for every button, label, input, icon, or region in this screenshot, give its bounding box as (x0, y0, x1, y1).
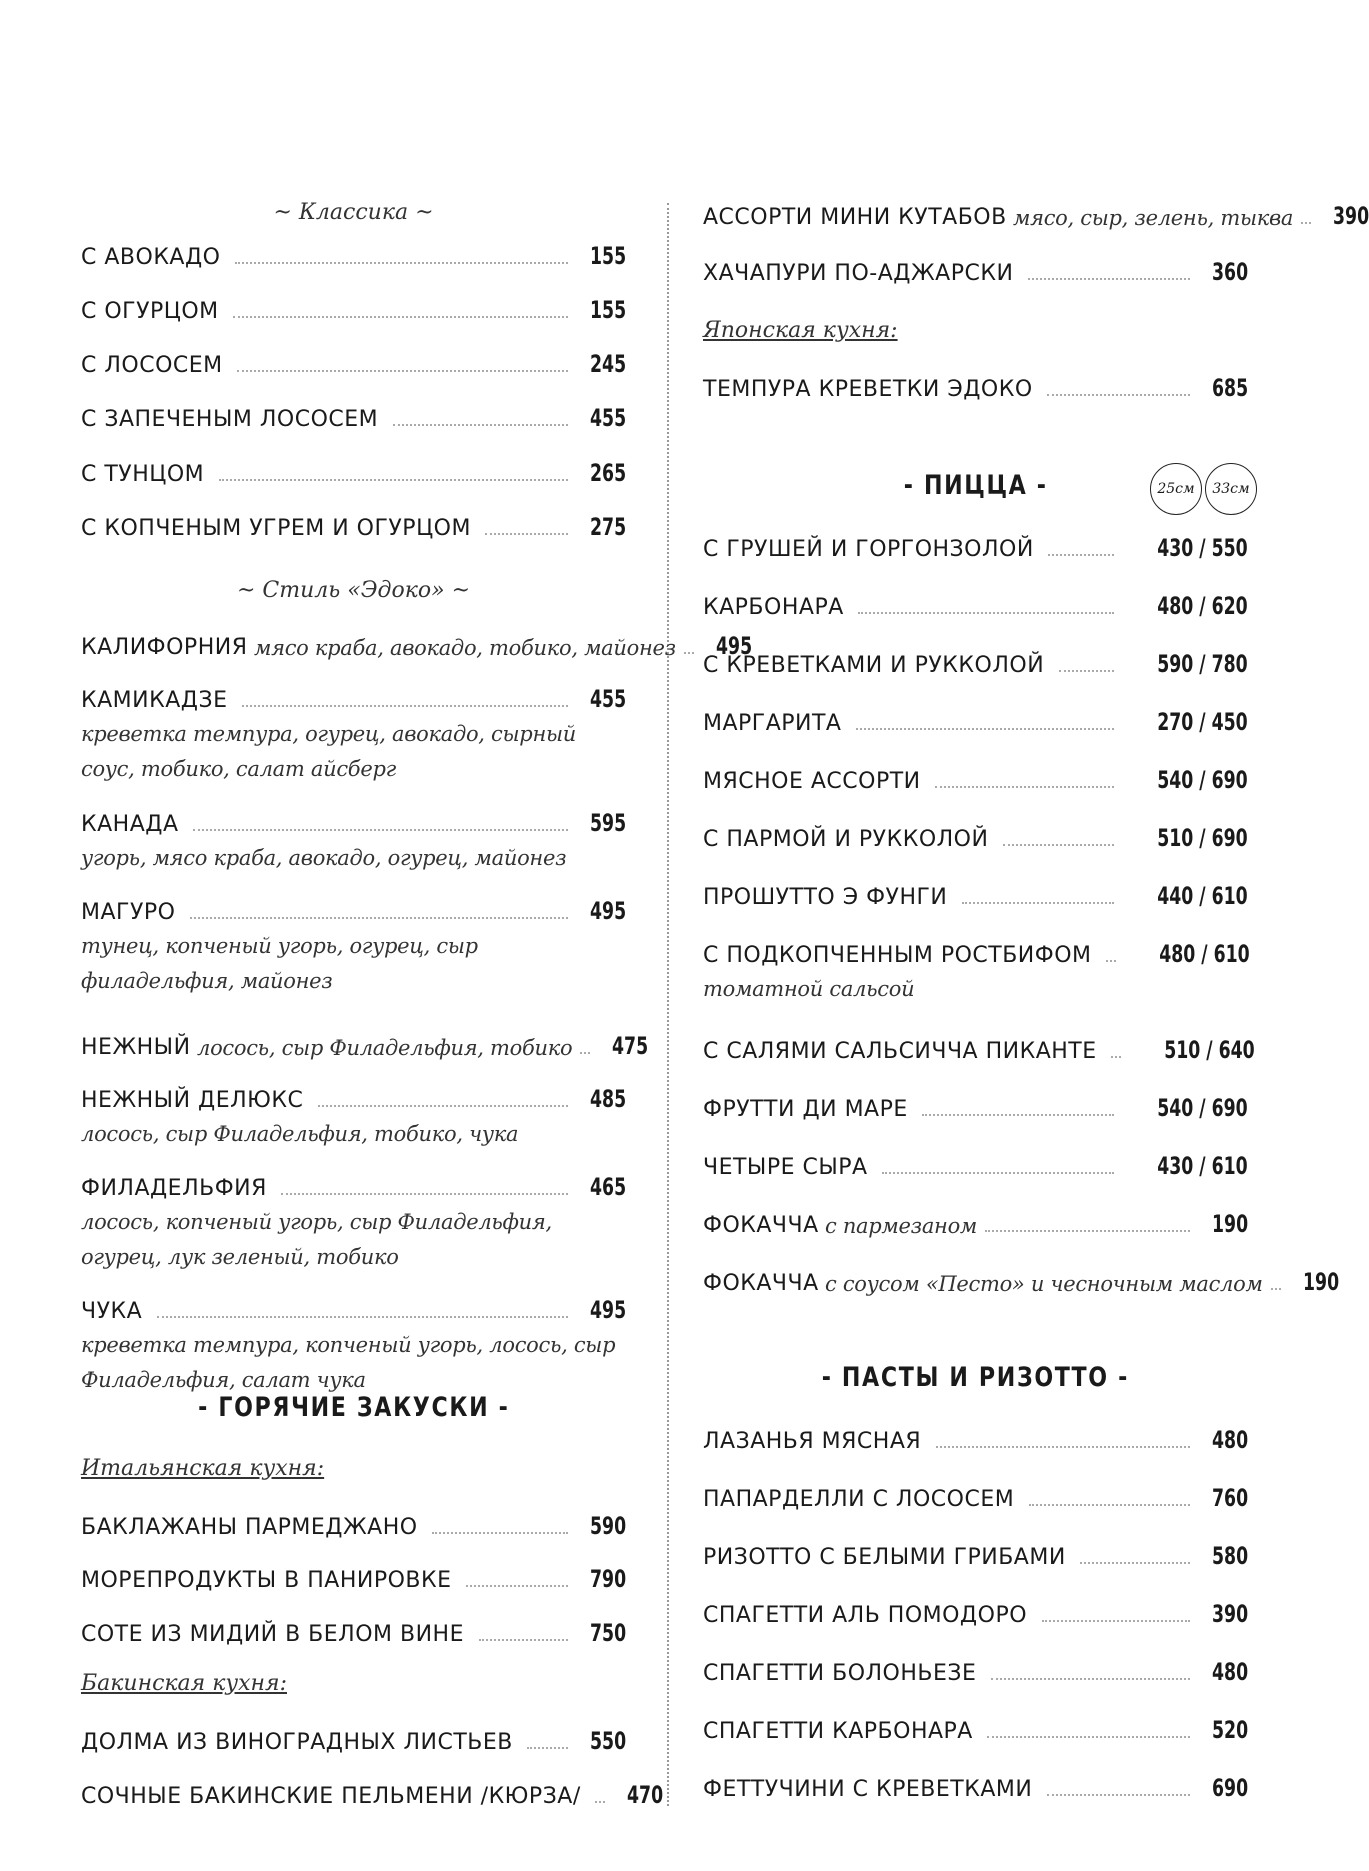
item-name: МЯСНОЕ АССОРТИ (703, 769, 921, 794)
dot-leader (1301, 222, 1311, 224)
item-name: ПРОШУТТО Э ФУНГИ (703, 885, 948, 910)
item-name: СПАГЕТТИ АЛЬ ПОМОДОРО (703, 1603, 1028, 1628)
dot-leader (1029, 1504, 1190, 1506)
section-title-pasta (703, 1362, 1248, 1393)
item-price: 155 (589, 296, 626, 324)
item-price: 580 (1211, 1542, 1248, 1570)
dot-leader (985, 1230, 1190, 1232)
menu-item (703, 200, 1369, 230)
item-name: ФРУТТИ ДИ МАРЕ (703, 1097, 908, 1122)
dot-leader (1047, 394, 1190, 396)
item-name: ДОЛМА ИЗ ВИНОГРАДНЫХ ЛИСТЬЕВ (81, 1730, 513, 1755)
item-name: МАГУРО (81, 900, 176, 925)
menu-item (703, 822, 1248, 852)
item-name: С ПАРМОЙ И РУККОЛОЙ (703, 827, 989, 852)
dot-leader (991, 1678, 1190, 1680)
pizza-size-small: 25см (1150, 463, 1202, 515)
dot-leader (987, 1736, 1190, 1738)
item-name: ТЕМПУРА КРЕВЕТКИ ЭДОКО (703, 377, 1033, 402)
dot-leader (858, 612, 1114, 614)
menu-item (81, 1563, 626, 1593)
menu-item (703, 372, 1248, 402)
section-title-pizza-text: - ПИЦЦА - (903, 470, 1048, 501)
item-price: 685 (1211, 374, 1248, 402)
dot-leader (281, 1193, 568, 1195)
item-inline-description: мясо, сыр, зелень, тыква (1013, 206, 1294, 230)
item-price: 510 / 640 (1164, 1036, 1255, 1064)
item-description: лосось, копченый угорь, сыр Филадельфия, огурец, лук зеленый, тобико (81, 1210, 552, 1269)
item-price: 390 (1333, 202, 1369, 230)
item-name: КАНАДА (81, 812, 179, 837)
item-price: 510 / 690 (1157, 824, 1248, 852)
dot-leader (235, 262, 568, 264)
item-name: ЧЕТЫРЕ СЫРА (703, 1155, 868, 1180)
dot-leader (1003, 844, 1114, 846)
menu-item (703, 1150, 1248, 1180)
item-price: 275 (589, 513, 626, 541)
menu-item (703, 532, 1248, 562)
dot-leader (479, 1639, 568, 1641)
menu-item (81, 1779, 664, 1809)
item-name: С КОПЧЕНЫМ УГРЕМ И ОГУРЦОМ (81, 516, 471, 541)
menu-item (81, 1030, 649, 1060)
item-price: 245 (589, 350, 626, 378)
item-price: 485 (589, 1085, 626, 1113)
item-name: ЧУКА (81, 1299, 143, 1324)
menu-item (81, 1171, 626, 1275)
menu-item (703, 764, 1248, 794)
dot-leader (233, 316, 568, 318)
subsection-title-edoko: ~ Стиль «Эдоко» ~ (236, 578, 471, 603)
dot-leader (1080, 1562, 1190, 1564)
item-name: С КРЕВЕТКАМИ И РУККОЛОЙ (703, 653, 1045, 678)
item-price: 540 / 690 (1157, 766, 1248, 794)
kitchen-label-baku: Бакинская кухня: (81, 1671, 287, 1696)
item-inline-description: лосось, сыр Филадельфия, тобико (197, 1036, 573, 1060)
menu-item (703, 1266, 1339, 1296)
menu-item (703, 1714, 1248, 1744)
item-price: 390 (1211, 1600, 1248, 1628)
item-name: НЕЖНЫЙ (81, 1035, 191, 1060)
item-name: НЕЖНЫЙ ДЕЛЮКС (81, 1088, 304, 1113)
item-price: 440 / 610 (1157, 882, 1248, 910)
menu-item (703, 706, 1248, 736)
menu-item (703, 1540, 1248, 1570)
menu-item (703, 1208, 1248, 1238)
dot-leader (1048, 554, 1114, 556)
kitchen-label-italian: Итальянская кухня: (81, 1456, 325, 1481)
item-name: МАРГАРИТА (703, 711, 842, 736)
dot-leader (1042, 1620, 1190, 1622)
menu-item (703, 1598, 1248, 1628)
item-name: С ПОДКОПЧЕННЫМ РОСТБИФОМ (703, 943, 1092, 968)
item-price: 360 (1211, 258, 1248, 286)
dot-leader (1059, 670, 1114, 672)
dot-leader (190, 917, 568, 919)
item-name: МОРЕПРОДУКТЫ В ПАНИРОВКЕ (81, 1568, 452, 1593)
item-name: АССОРТИ МИНИ КУТАБОВ (703, 205, 1007, 230)
menu-item (81, 630, 752, 660)
menu-item (703, 938, 1248, 1007)
dot-leader (935, 786, 1114, 788)
item-description: лосось, сыр Филадельфия, тобико, чука (81, 1122, 519, 1146)
item-price: 270 / 450 (1157, 708, 1248, 736)
item-description: креветка темпура, огурец, авокадо, сырный соус, тобико, салат айсберг (81, 722, 577, 781)
item-name: ФЕТТУЧИНИ С КРЕВЕТКАМИ (703, 1777, 1033, 1802)
dot-leader (882, 1172, 1114, 1174)
item-price: 430 / 550 (1157, 534, 1248, 562)
item-name: КАЛИФОРНИЯ (81, 635, 248, 660)
item-price: 480 (1211, 1658, 1248, 1686)
dot-leader (856, 728, 1114, 730)
item-description: креветка темпура, копченый угорь, лосось, сыр Филадельфия, салат чука (81, 1333, 616, 1392)
item-description: угорь, мясо краба, авокадо, огурец, майонез (81, 846, 567, 870)
menu-item (81, 457, 626, 487)
item-name: С ГРУШЕЙ И ГОРГОНЗОЛОЙ (703, 537, 1034, 562)
dot-leader (466, 1585, 568, 1587)
menu-item (81, 294, 626, 324)
item-description: тунец, копченый угорь, огурец, сыр филадельфия, майонез (81, 934, 478, 993)
dot-leader (1111, 1056, 1121, 1058)
item-price: 520 (1211, 1716, 1248, 1744)
dot-leader (1106, 960, 1116, 962)
item-name: РИЗОТТО С БЕЛЫМИ ГРИБАМИ (703, 1545, 1066, 1570)
dot-leader (936, 1446, 1190, 1448)
item-price: 265 (589, 459, 626, 487)
dot-leader (580, 1052, 590, 1054)
item-price: 495 (589, 897, 626, 925)
item-name: С ТУНЦОМ (81, 462, 205, 487)
menu-item (81, 807, 626, 876)
item-price: 475 (612, 1032, 649, 1060)
item-price: 540 / 690 (1157, 1094, 1248, 1122)
item-price: 155 (589, 242, 626, 270)
item-description: томатной сальсой (703, 977, 915, 1001)
menu-item (703, 1424, 1248, 1454)
menu-item (81, 1294, 626, 1398)
menu-item (81, 511, 626, 541)
item-name: БАКЛАЖАНЫ ПАРМЕДЖАНО (81, 1515, 418, 1540)
item-price: 590 (589, 1512, 626, 1540)
item-name: ФОКАЧЧА (703, 1271, 819, 1296)
item-name: С ОГУРЦОМ (81, 299, 219, 324)
dot-leader (962, 902, 1114, 904)
item-name: СПАГЕТТИ КАРБОНАРА (703, 1719, 973, 1744)
menu-item (81, 683, 626, 787)
item-name: КАМИКАДЗЕ (81, 688, 228, 713)
menu-item (703, 1482, 1248, 1512)
item-name: С САЛЯМИ САЛЬСИЧЧА ПИКАНТЕ (703, 1039, 1097, 1064)
dot-leader (684, 652, 694, 654)
item-name: С АВОКАДО (81, 245, 221, 270)
item-name: ПАПАРДЕЛЛИ С ЛОСОСЕМ (703, 1487, 1015, 1512)
item-price: 760 (1211, 1484, 1248, 1512)
item-price: 455 (589, 685, 626, 713)
item-name: СОТЕ ИЗ МИДИЙ В БЕЛОМ ВИНЕ (81, 1622, 465, 1647)
item-price: 790 (589, 1565, 626, 1593)
menu-item (81, 1083, 626, 1152)
section-title-pasta-text: - ПАСТЫ И РИЗОТТО - (821, 1362, 1130, 1393)
subsection-title-classic: ~ Классика ~ (273, 200, 434, 225)
item-name: ЛАЗАНЬЯ МЯСНАЯ (703, 1429, 922, 1454)
item-inline-description: с соусом «Песто» и чесночным маслом (825, 1272, 1263, 1296)
menu-item (81, 1510, 626, 1540)
menu-item (703, 880, 1248, 910)
pizza-sizes (1150, 463, 1257, 515)
kitchen-label-japanese: Японская кухня: (703, 318, 898, 343)
menu-item (703, 1092, 1248, 1122)
item-price: 750 (589, 1619, 626, 1647)
menu-item (81, 895, 626, 999)
menu-item (703, 256, 1248, 286)
section-title-hot-appetizers-text: - ГОРЯЧИЕ ЗАКУСКИ - (197, 1392, 510, 1423)
dot-leader (393, 424, 568, 426)
item-name: ХАЧАПУРИ ПО-АДЖАРСКИ (703, 261, 1014, 286)
menu-item (81, 402, 626, 432)
item-price: 550 (589, 1727, 626, 1755)
item-name: ФИЛАДЕЛЬФИЯ (81, 1176, 267, 1201)
menu-item (81, 1617, 626, 1647)
pizza-size-large: 33см (1205, 463, 1257, 515)
item-name: КАРБОНАРА (703, 595, 844, 620)
item-price: 480 / 620 (1157, 592, 1248, 620)
dot-leader (1271, 1288, 1281, 1290)
item-price: 470 (627, 1781, 664, 1809)
menu-item (81, 240, 626, 270)
item-price: 455 (589, 404, 626, 432)
dot-leader (242, 705, 568, 707)
item-name: СОЧНЫЕ БАКИНСКИЕ ПЕЛЬМЕНИ /КЮРЗА/ (81, 1784, 581, 1809)
dot-leader (485, 533, 568, 535)
section-title-hot-appetizers (81, 1392, 626, 1423)
menu-item (703, 590, 1248, 620)
dot-leader (432, 1532, 568, 1534)
item-name: СПАГЕТТИ БОЛОНЬЕЗЕ (703, 1661, 977, 1686)
item-price: 495 (589, 1296, 626, 1324)
menu-item (703, 648, 1248, 678)
item-price: 495 (715, 632, 752, 660)
menu-item (703, 1656, 1248, 1686)
item-price: 465 (589, 1173, 626, 1201)
menu-item (703, 1772, 1248, 1802)
dot-leader (922, 1114, 1114, 1116)
dot-leader (157, 1316, 568, 1318)
item-name: С ЗАПЕЧЕНЫМ ЛОСОСЕМ (81, 407, 379, 432)
item-inline-description: с пармезаном (825, 1214, 978, 1238)
item-price: 590 / 780 (1157, 650, 1248, 678)
dot-leader (595, 1801, 605, 1803)
dot-leader (1028, 278, 1190, 280)
dot-leader (1047, 1794, 1190, 1796)
item-name: ФОКАЧЧА (703, 1213, 819, 1238)
item-inline-description: мясо краба, авокадо, тобико, майонез (254, 636, 676, 660)
dot-leader (527, 1747, 568, 1749)
dot-leader (193, 829, 568, 831)
item-price: 690 (1211, 1774, 1248, 1802)
item-price: 595 (589, 809, 626, 837)
item-price: 430 / 610 (1157, 1152, 1248, 1180)
menu-item (81, 348, 626, 378)
item-price: 190 (1211, 1210, 1248, 1238)
item-price: 190 (1302, 1268, 1339, 1296)
menu-item (81, 1725, 626, 1755)
item-price: 480 (1211, 1426, 1248, 1454)
column-divider (667, 203, 669, 1806)
dot-leader (219, 479, 568, 481)
menu-item (703, 1034, 1255, 1064)
dot-leader (318, 1105, 568, 1107)
item-price: 480 / 610 (1159, 940, 1250, 968)
item-name: С ЛОСОСЕМ (81, 353, 223, 378)
dot-leader (237, 370, 568, 372)
